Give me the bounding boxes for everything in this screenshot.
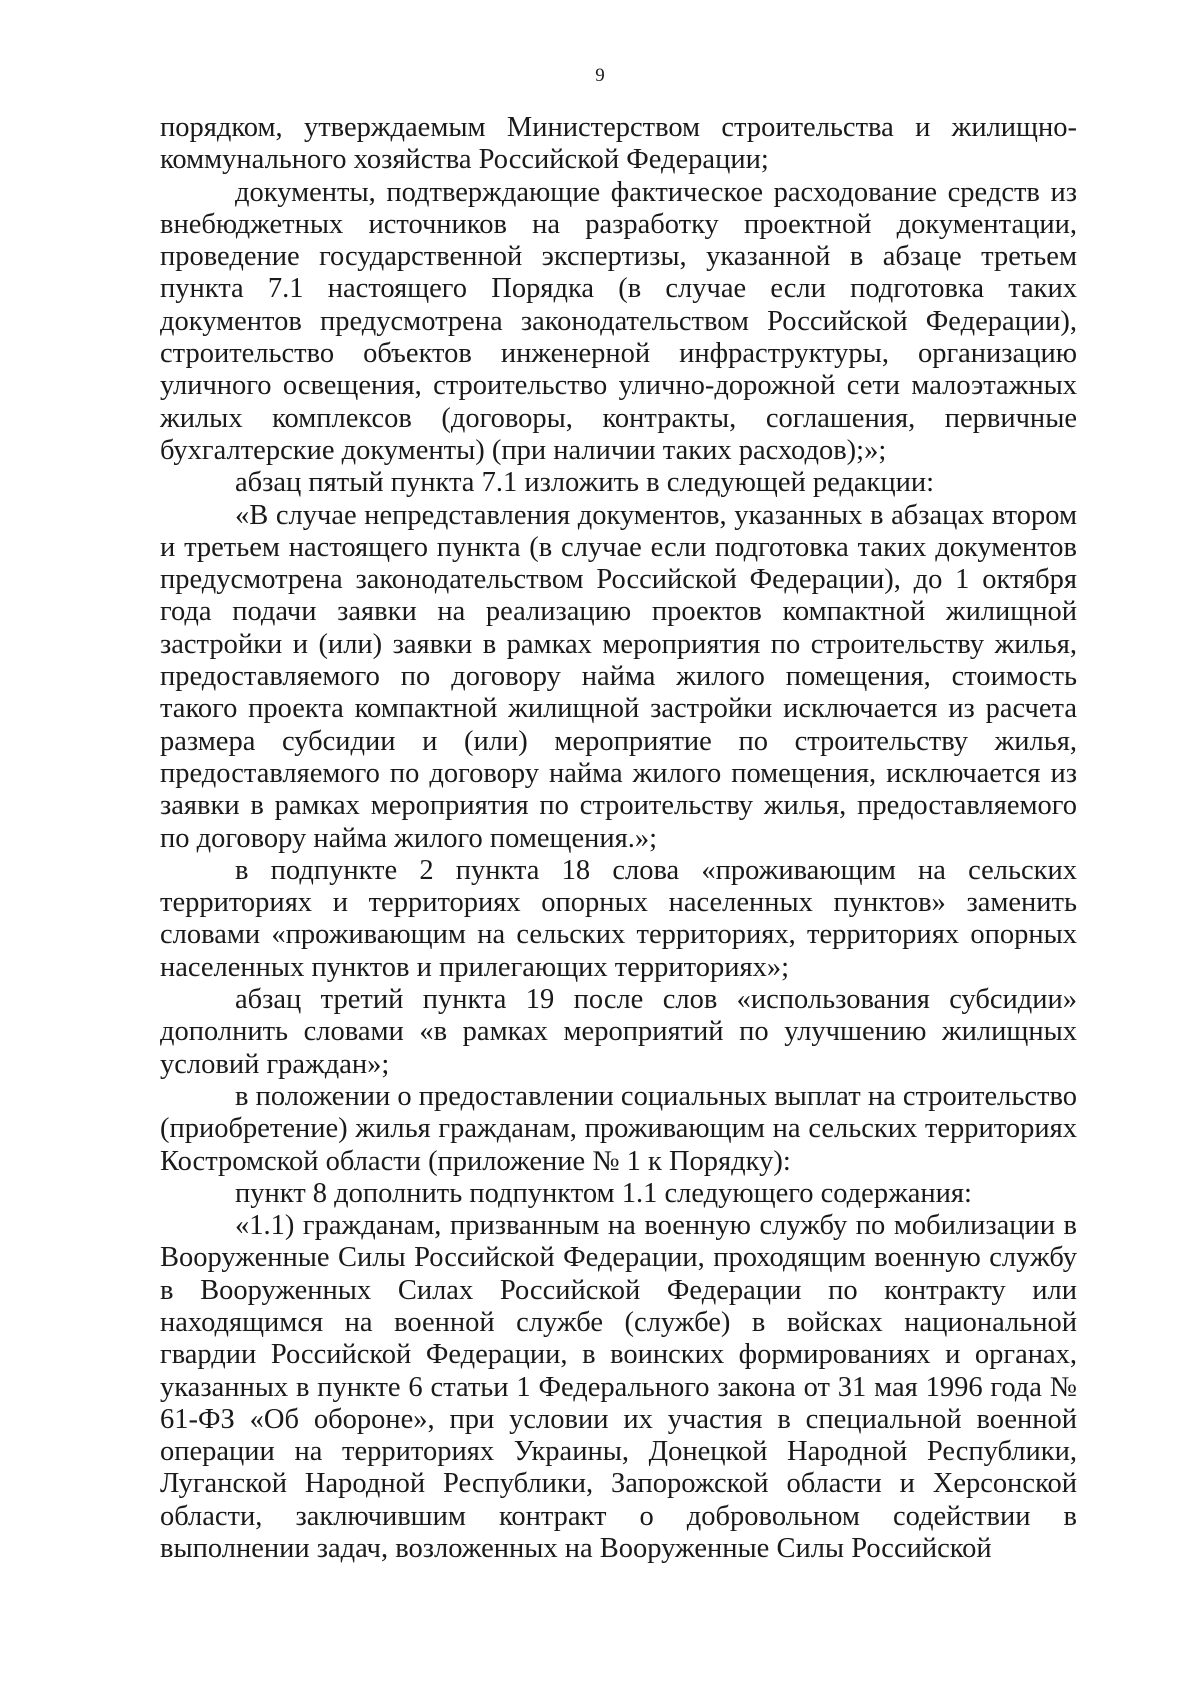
paragraph: в положении о предоставлении социальных выплат на строительство (приобретение) жилья гражданам, проживающим на сельских территориях Костромской области (приложение № 1 к Порядку): [160,1080,1077,1177]
paragraph: пункт 8 дополнить подпунктом 1.1 следующего содержания: [235,1177,972,1209]
paragraph-continuation: порядком, утверждаемым Министерством строительства и жилищно-коммунального хозяйства Российской Федерации; [160,112,1077,176]
paragraph-continued: «1.1) гражданам, призванным на военную службу по мобилизации в Вооруженные Силы Российской Федерации, проходящим военную службу в Вооруженных Силах Российской Федерации по контракту или находящимся на военной службе (службе) в войсках национальной гвардии Российской Федерации, в воинских формированиях и органах, указанных в пункте 6 статьи 1 Федерального закона от 31 мая 1996 года № 61-ФЗ «Об обороне», при условии их участия в специальной военной операции на территориях Украины, Донецкой Народной Республики, Луганской Народной Республики, Запорожской области и Херсонской области, заключившим контракт о добровольном содействии в выполнении задач, возложенных на Вооруженные Силы Российской [160,1210,1077,1565]
page-number: 9 [595,65,605,86]
paragraph: в подпункте 2 пункта 18 слова «проживающим на сельских территориях и территориях опорных населенных пунктов» заменить словами «проживающим на сельских территориях, территориях опорных населенных пунктов и прилегающих территориях»; [160,854,1077,983]
paragraph: абзац третий пункта 19 после слов «использования субсидии» дополнить словами «в рамках мероприятий по улучшению жилищных условий граждан»; [160,984,1077,1080]
paragraph: абзац пятый пункта 7.1 изложить в следующей редакции: [235,467,935,499]
document-body [160,112,1077,1565]
paragraph: «В случае непредставления документов, указанных в абзацах втором и третьем настоящего пункта (в случае если подготовка таких документов предусмотрена законодательством Российской Федерации), до 1 октября года подачи заявки на реализацию проектов компактной жилищной застройки и (или) заявки в рамках мероприятия по строительству жилья, предоставляемого по договору найма жилого помещения, стоимость такого проекта компактной жилищной застройки исключается из расчета размера субсидии и (или) мероприятие по строительству жилья, предоставляемого по договору найма жилого помещения, исключается из заявки в рамках мероприятия по строительству жилья, предоставляемого по договору найма жилого помещения.»; [160,499,1077,854]
paragraph: документы, подтверждающие фактическое расходование средств из внебюджетных источников на разработку проектной документации, проведение государственной экспертизы, указанной в абзаце третьем пункта 7.1 настоящего Порядка (в случае если подготовка таких документов предусмотрена законодательством Российской Федерации), строительство объектов инженерной инфраструктуры, организацию уличного освещения, строительство улично-дорожной сети малоэтажных жилых комплексов (договоры, контракты, соглашения, первичные бухгалтерские документы) (при наличии таких расходов);»; [160,176,1077,466]
